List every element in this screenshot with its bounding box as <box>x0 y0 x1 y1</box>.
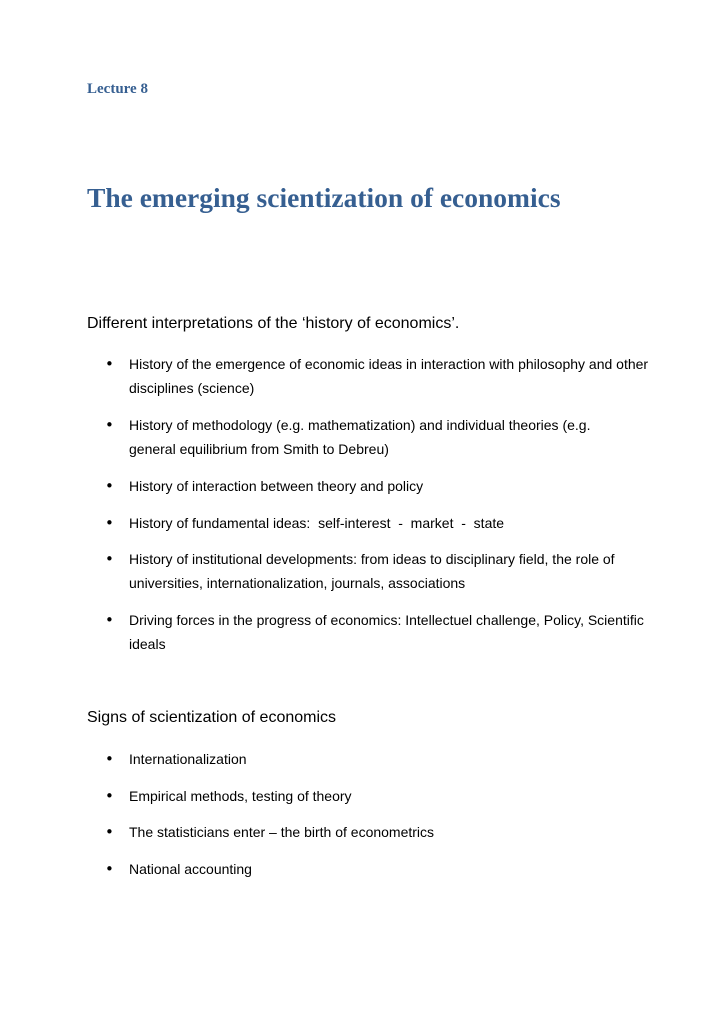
list-item-text: Driving forces in the progress of economics: Intellectuel challenge, Policy, Scientific ideals <box>129 612 644 652</box>
section-heading-signs: Signs of scientization of economics <box>87 709 337 726</box>
bullet-icon: • <box>105 860 114 878</box>
list-item-text: History of the emergence of economic ideas in interaction with philosophy and other disciplines (science) <box>129 356 649 396</box>
bullet-icon: • <box>105 355 114 373</box>
bullet-icon: • <box>105 611 114 629</box>
page-title: The emerging scientization of economics <box>87 182 561 213</box>
bullet-icon: • <box>105 787 114 805</box>
bullet-icon: • <box>105 514 114 532</box>
list-item-text: History of institutional developments: from ideas to disciplinary field, the role of universities, internationalization, journals, associations <box>129 551 615 591</box>
bullet-icon: • <box>105 750 114 768</box>
lecture-label: Lecture 8 <box>87 81 148 97</box>
list-item-text: National accounting <box>129 861 252 877</box>
list-item-text: The statisticians enter – the birth of econometrics <box>129 824 435 840</box>
bullet-icon: • <box>105 477 114 495</box>
list-item-text: History of fundamental ideas: self-interest - market - state <box>129 515 505 531</box>
bullet-icon: • <box>105 416 114 434</box>
list-item-text: History of interaction between theory and policy <box>129 478 424 494</box>
bullet-icon: • <box>105 823 114 841</box>
section-heading-interpretations: Different interpretations of the ‘history of economics’. <box>87 315 460 332</box>
list-item-text: History of methodology (e.g. mathematization) and individual theories (e.g. general equilibrium from Smith to Debreu) <box>129 417 591 457</box>
list-item-text: Empirical methods, testing of theory <box>129 788 352 804</box>
bullet-icon: • <box>105 550 114 568</box>
list-item-text: Internationalization <box>129 751 247 767</box>
